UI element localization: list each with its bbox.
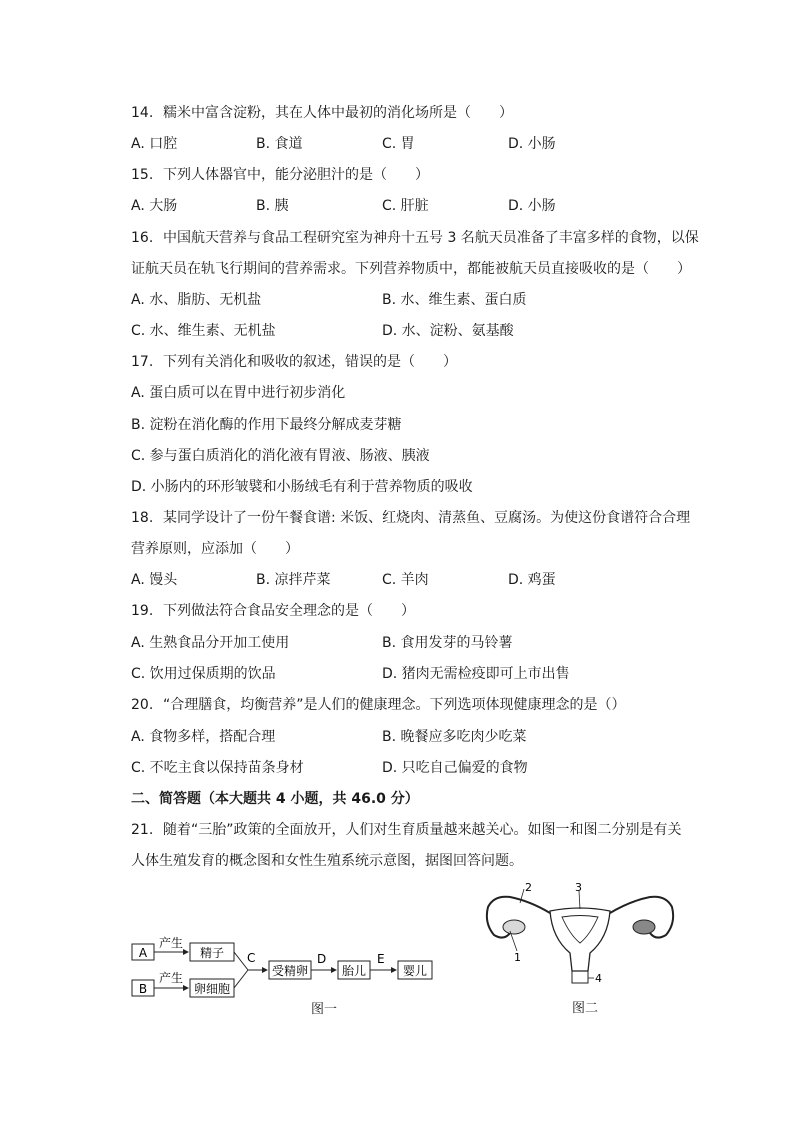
produce-label-b: 产生 — [159, 971, 184, 985]
left-ovary — [503, 920, 525, 934]
question-text: 下列人体器官中，能分泌胆汁的是（ ） — [163, 167, 429, 183]
options-16-row1 — [131, 291, 671, 309]
join-egg — [234, 970, 248, 988]
option-b[interactable]: B. 晚餐应多吃肉少吃菜 — [382, 729, 527, 745]
question-text: 下列做法符合食品安全理念的是（ ） — [163, 603, 415, 619]
question-16 — [131, 229, 699, 247]
question-number: 14. — [131, 105, 154, 121]
sperm-label: 精子 — [199, 946, 225, 960]
option-a[interactable]: A. 水、脂肪、无机盐 — [131, 292, 262, 308]
question-18 — [131, 509, 690, 527]
options-15 — [131, 197, 671, 215]
option-b[interactable]: B. 水、维生素、蛋白质 — [382, 292, 527, 308]
question-14 — [131, 104, 513, 122]
options-20-row2 — [131, 759, 671, 777]
question-text: 糯米中富含淀粉，其在人体中最初的消化场所是（ ） — [163, 105, 513, 121]
figure-1-caption: 图一 — [311, 1002, 338, 1017]
option-d[interactable]: D. 小肠 — [508, 136, 556, 152]
question-number: 20. — [131, 697, 154, 713]
option-a[interactable]: A. 蛋白质可以在胃中进行初步消化 — [131, 385, 346, 401]
option-a[interactable]: A. 馒头 — [131, 572, 178, 588]
egg-label: 卵细胞 — [193, 982, 231, 996]
option-b[interactable]: B. 胰 — [256, 198, 289, 214]
options-19-row1 — [131, 634, 671, 652]
options-14 — [131, 135, 671, 153]
question-20 — [131, 696, 626, 714]
question-21 — [131, 821, 682, 839]
question-17 — [131, 353, 457, 371]
option-c[interactable]: C. 饮用过保质期的饮品 — [131, 666, 276, 682]
baby-label: 婴儿 — [402, 964, 428, 978]
label-2: 2 — [525, 881, 532, 894]
option-b[interactable]: B. 食用发芽的马铃薯 — [382, 635, 513, 651]
option-d[interactable]: D. 鸡蛋 — [508, 572, 556, 588]
produce-label-a: 产生 — [159, 936, 184, 950]
uterus-cavity — [562, 916, 598, 944]
box-b-label: B — [138, 982, 148, 996]
options-19-row2 — [131, 665, 671, 683]
question-number: 15. — [131, 167, 154, 183]
figure-1-concept-map — [128, 932, 448, 1022]
label-4: 4 — [595, 972, 602, 985]
option-d[interactable]: D. 小肠 — [508, 198, 556, 214]
question-number: 21. — [131, 822, 154, 838]
step-c-label: C — [247, 951, 256, 965]
option-d[interactable]: D. 猪肉无需检疫即可上市出售 — [382, 666, 570, 682]
question-number: 19. — [131, 603, 154, 619]
question-number: 18. — [131, 510, 154, 526]
step-e-label: E — [377, 952, 385, 966]
label-1: 1 — [514, 951, 521, 964]
option-b[interactable]: B. 食道 — [256, 136, 303, 152]
label-3: 3 — [575, 881, 582, 894]
options-20-row1 — [131, 728, 671, 746]
question-21-cont: 人体生殖发育的概念图和女性生殖系统示意图，据图回答问题。 — [131, 853, 523, 869]
figure-2-reproductive-diagram — [480, 883, 680, 983]
option-d[interactable]: D. 小肠内的环形皱襞和小肠绒毛有利于营养物质的吸收 — [131, 479, 473, 495]
figure-2-caption: 图二 — [572, 1001, 599, 1016]
option-c[interactable]: C. 水、维生素、无机盐 — [131, 323, 276, 339]
question-number: 17. — [131, 354, 154, 370]
question-text: 随着“三胎”政策的全面放开，人们对生育质量越来越关心。如图一和图二分别是有关 — [163, 822, 682, 838]
option-d[interactable]: D. 水、淀粉、氨基酸 — [382, 323, 514, 339]
uterus — [550, 908, 610, 971]
question-19 — [131, 602, 415, 620]
option-a[interactable]: A. 大肠 — [131, 198, 178, 214]
option-c[interactable]: C. 不吃主食以保持苗条身材 — [131, 760, 304, 776]
question-text: 中国航天营养与食品工程研究室为神舟十五号 3 名航天员准备了丰富多样的食物，以保 — [163, 230, 699, 246]
option-c[interactable]: C. 胃 — [382, 136, 415, 152]
join-sperm — [234, 952, 248, 970]
option-a[interactable]: A. 口腔 — [131, 136, 178, 152]
options-16-row2 — [131, 322, 671, 340]
fetus-label: 胎儿 — [341, 964, 367, 978]
question-15 — [131, 166, 429, 184]
fertilized-label: 受精卵 — [271, 964, 309, 978]
step-d-label: D — [317, 952, 327, 966]
question-text: 下列有关消化和吸收的叙述，错误的是（ ） — [163, 354, 457, 370]
question-16-cont: 证航天员在轨飞行期间的营养需求。下列营养物质中，都能被航天员直接吸收的是（ ） — [131, 261, 691, 277]
option-b[interactable]: B. 淀粉在消化酶的作用下最终分解成麦芽糖 — [131, 417, 402, 433]
option-a[interactable]: A. 食物多样，搭配合理 — [131, 729, 276, 745]
question-text: 某同学设计了一份午餐食谱: 米饭、红烧肉、清蒸鱼、豆腐汤。为使这份食谱符合合理 — [163, 510, 691, 526]
option-c[interactable]: C. 羊肉 — [382, 572, 429, 588]
vagina — [572, 971, 588, 983]
options-18 — [131, 571, 671, 589]
section-title: 二、简答题（本大题共 4 小题，共 46.0 分） — [131, 791, 419, 807]
question-number: 16. — [131, 230, 154, 246]
right-ovary — [633, 920, 655, 934]
option-c[interactable]: C. 参与蛋白质消化的消化液有胃液、肠液、胰液 — [131, 448, 430, 464]
option-b[interactable]: B. 凉拌芹菜 — [256, 572, 331, 588]
option-d[interactable]: D. 只吃自己偏爱的食物 — [382, 760, 528, 776]
option-a[interactable]: A. 生熟食品分开加工使用 — [131, 635, 290, 651]
question-18-cont: 营养原则，应添加（ ） — [131, 541, 299, 557]
box-a-label: A — [138, 946, 148, 960]
question-text: “合理膳食，均衡营养”是人们的健康理念。下列选项体现健康理念的是（） — [163, 697, 626, 713]
option-c[interactable]: C. 肝脏 — [382, 198, 429, 214]
